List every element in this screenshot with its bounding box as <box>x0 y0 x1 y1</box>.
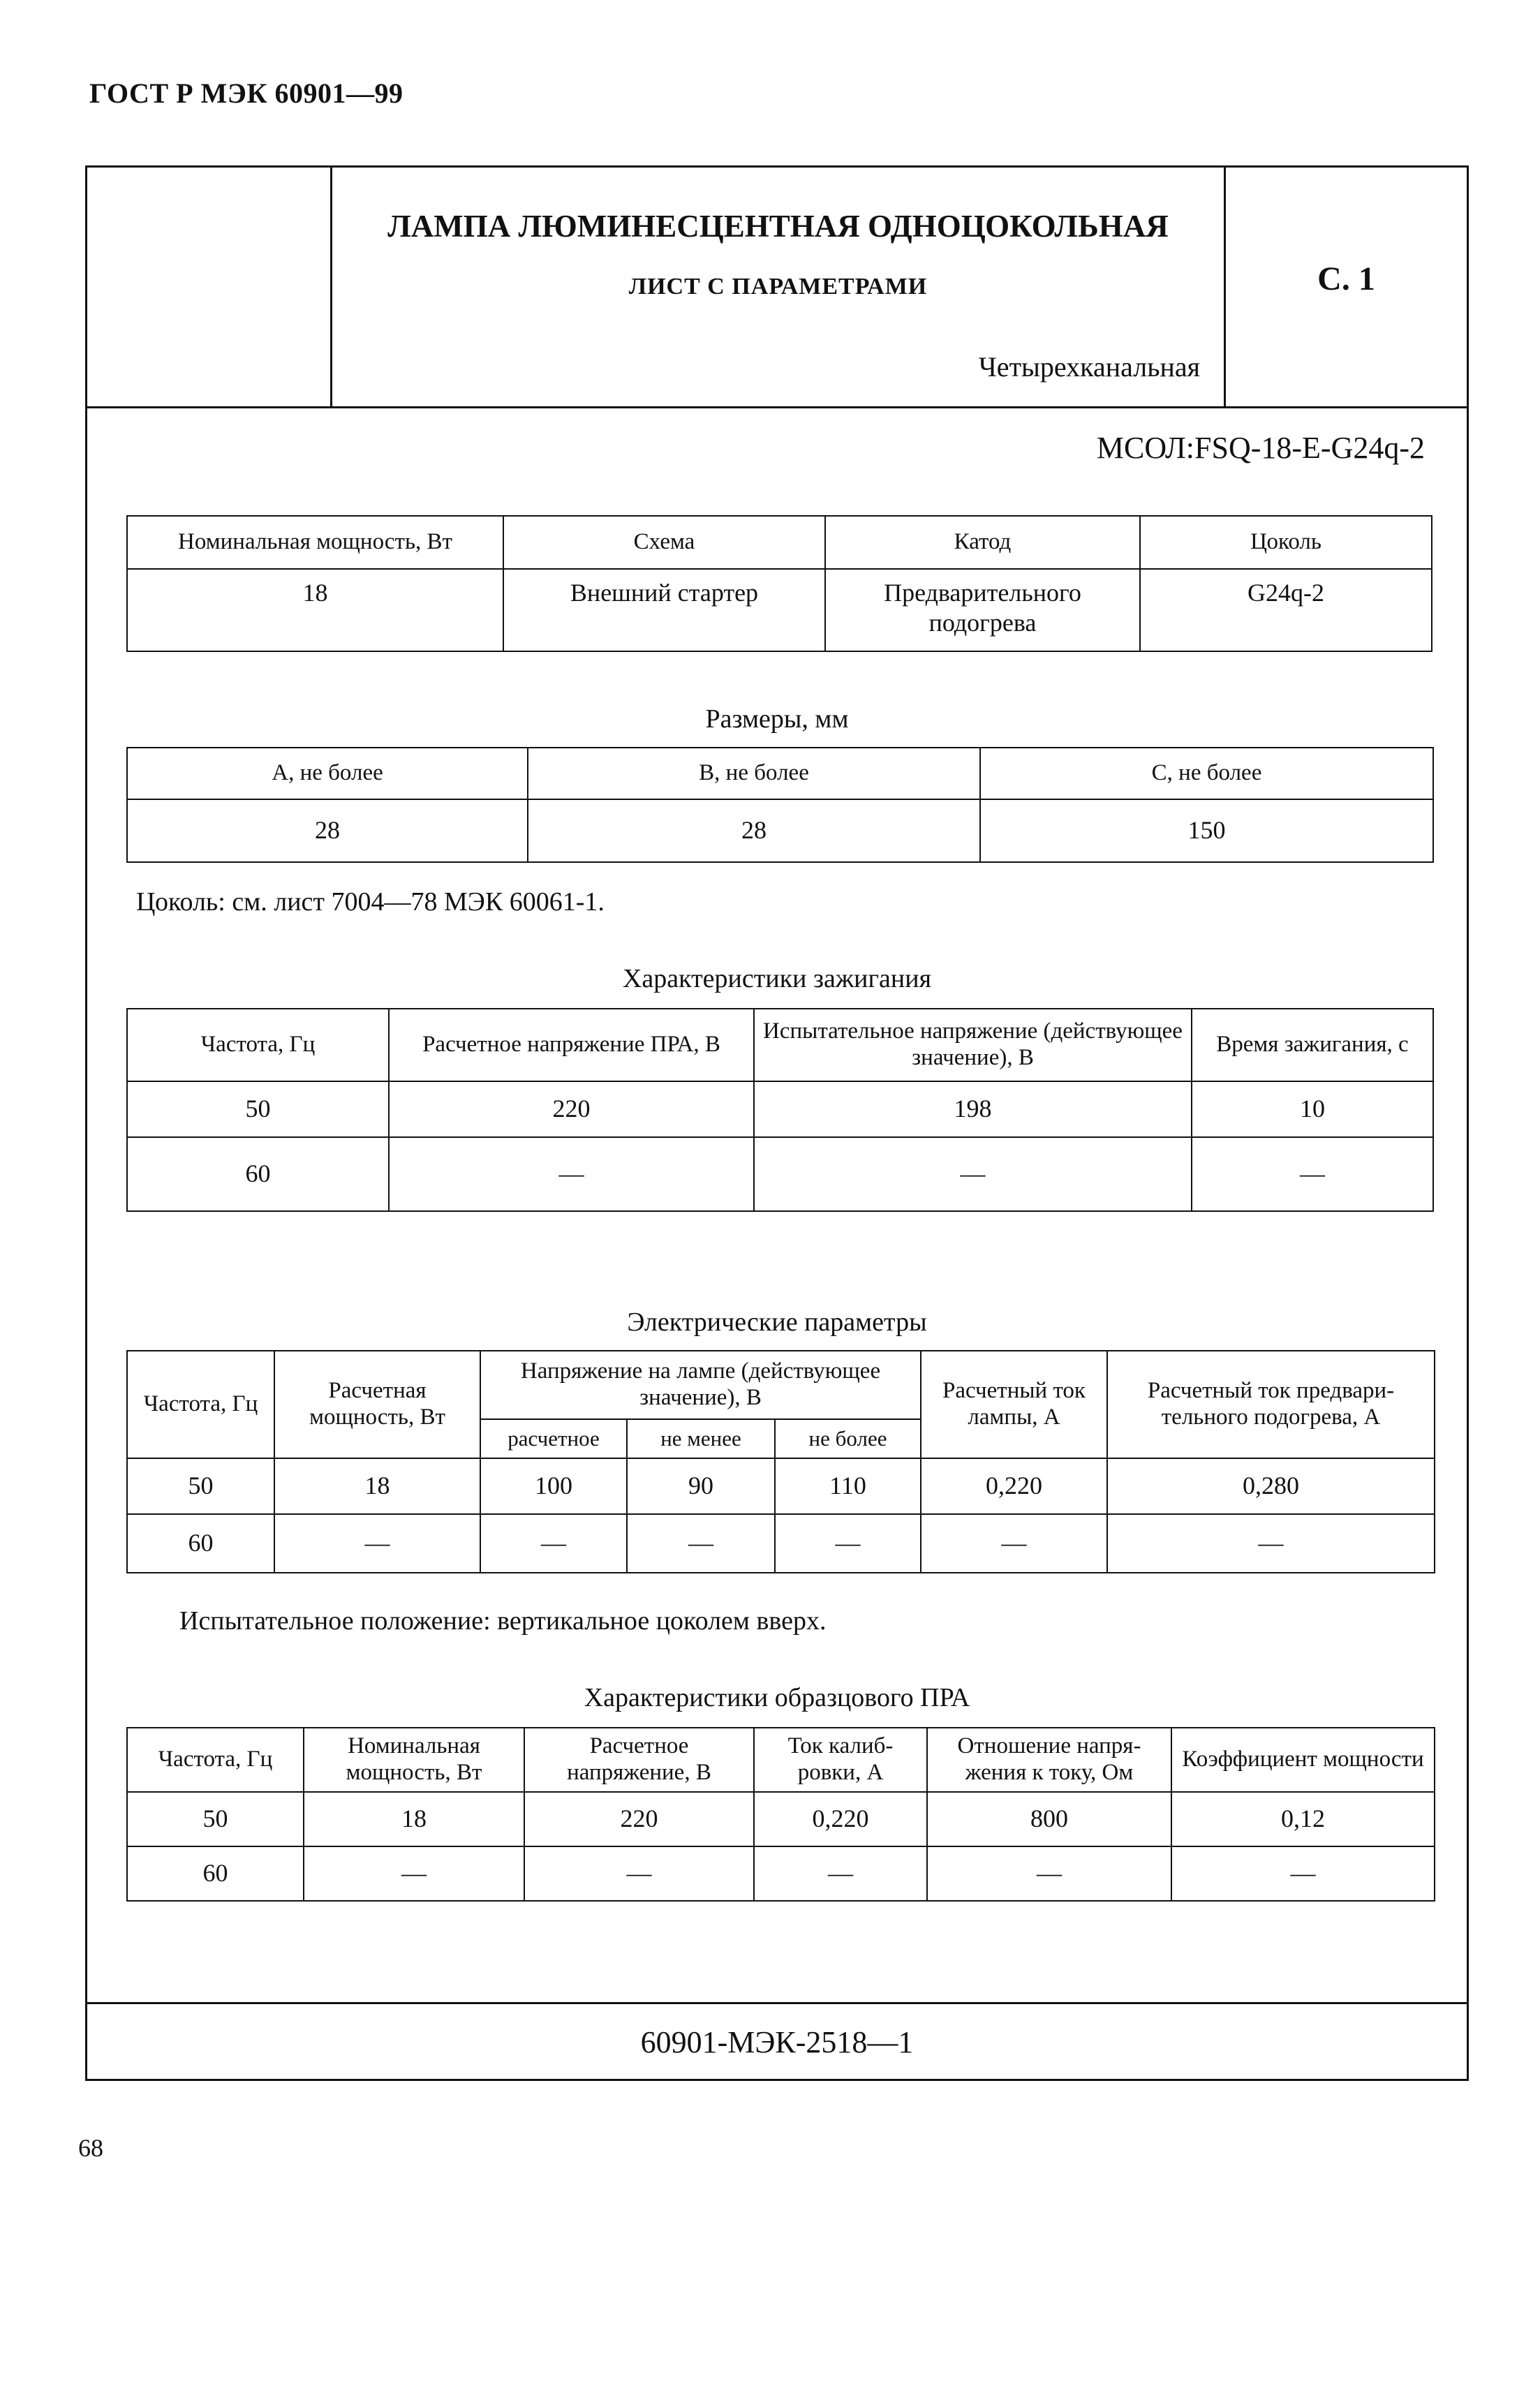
lamp-type: Четырехканальная <box>978 351 1200 383</box>
ballast-cell: — <box>754 1846 927 1901</box>
ballast-header-voltage: Расчетное напряжение, В <box>524 1728 754 1792</box>
sheet-subtitle: ЛИСТ С ПАРАМЕТРАМИ <box>628 274 928 299</box>
table-row <box>127 1792 1435 1846</box>
dimensions-caption: Размеры, мм <box>705 704 849 734</box>
electrical-header-power: Расчетная мощность, Вт <box>274 1351 480 1458</box>
ignition-caption: Характеристики зажигания <box>622 964 932 993</box>
electrical-header-voltage: Напряжение на лампе (действующее значение), В <box>480 1351 921 1419</box>
electrical-cell: 0,220 <box>921 1458 1107 1514</box>
general-header-power: Номинальная мощность, Вт <box>127 516 503 569</box>
ignition-header-ballast-voltage: Расчетное напряжение ПРА, В <box>389 1009 754 1081</box>
ignition-cell: 198 <box>754 1081 1192 1137</box>
ignition-cell: 10 <box>1192 1081 1433 1137</box>
base-note: Цоколь: см. лист 7004—78 МЭК 60061-1. <box>136 887 605 917</box>
table-row <box>127 1137 1433 1211</box>
electrical-cell: — <box>775 1514 921 1573</box>
title-block-right-cell <box>1226 168 1467 406</box>
ignition-table <box>126 1008 1434 1212</box>
page-number: 68 <box>78 2134 103 2162</box>
ignition-cell: 50 <box>127 1081 389 1137</box>
ballast-cell: 50 <box>127 1792 304 1846</box>
ignition-header-frequency: Частота, Гц <box>127 1009 389 1081</box>
ballast-header-power-factor: Коэффициент мощности <box>1171 1728 1435 1792</box>
table-row <box>127 1081 1433 1137</box>
ballast-cell: 0,220 <box>754 1792 927 1846</box>
table-row <box>127 1846 1435 1901</box>
electrical-cell: 90 <box>627 1458 775 1514</box>
dimensions-cell-a: 28 <box>127 799 528 862</box>
ignition-header-test-voltage: Испытательное напряжение (действующее значение), В <box>754 1009 1192 1081</box>
ignition-cell: 60 <box>127 1137 389 1211</box>
dimensions-cell-c: 150 <box>980 799 1433 862</box>
electrical-caption: Электрические параметры <box>627 1307 927 1337</box>
ballast-cell: — <box>524 1846 754 1901</box>
footer-divider <box>87 2002 1467 2004</box>
electrical-cell: — <box>921 1514 1107 1573</box>
ballast-cell: 0,12 <box>1171 1792 1435 1846</box>
ballast-cell: — <box>1171 1846 1435 1901</box>
electrical-header-frequency: Частота, Гц <box>127 1351 274 1458</box>
general-table <box>126 515 1432 652</box>
general-header-circuit: Схема <box>503 516 825 569</box>
general-header-base: Цоколь <box>1140 516 1432 569</box>
electrical-cell: 0,280 <box>1107 1458 1435 1514</box>
electrical-subheader-max: не более <box>775 1419 921 1458</box>
ballast-cell: 60 <box>127 1846 304 1901</box>
general-cell-base: G24q-2 <box>1140 569 1432 651</box>
general-cell-cathode: Предварительного подогрева <box>825 569 1140 651</box>
table-row <box>127 1514 1435 1573</box>
electrical-header-current: Расчетный ток лампы, А <box>921 1351 1107 1458</box>
general-header-cathode: Катод <box>825 516 1140 569</box>
ballast-header-ratio: Отношение напря-жения к току, Ом <box>927 1728 1171 1792</box>
electrical-subheader-min: не менее <box>627 1419 775 1458</box>
ballast-cell: — <box>304 1846 524 1901</box>
ballast-header-frequency: Частота, Гц <box>127 1728 304 1792</box>
electrical-cell: 18 <box>274 1458 480 1514</box>
title-block-center-cell <box>332 168 1226 406</box>
ignition-cell: — <box>389 1137 754 1211</box>
dimensions-cell-b: 28 <box>528 799 980 862</box>
sheet-code: 60901-МЭК-2518—1 <box>640 2025 914 2059</box>
electrical-table <box>126 1350 1435 1573</box>
electrical-cell: 110 <box>775 1458 921 1514</box>
dimensions-header-c: C, не более <box>980 748 1433 799</box>
test-position-note: Испытательное положение: вертикальное цоколем вверх. <box>179 1606 827 1636</box>
electrical-cell: 60 <box>127 1514 274 1573</box>
title-block <box>87 168 1467 408</box>
electrical-cell: — <box>480 1514 627 1573</box>
ignition-cell: 220 <box>389 1081 754 1137</box>
table-row <box>127 1458 1435 1514</box>
ballast-cell: 800 <box>927 1792 1171 1846</box>
sheet-page-label: С. 1 <box>1317 260 1375 297</box>
dimensions-table <box>126 747 1434 863</box>
dimensions-header-b: B, не более <box>528 748 980 799</box>
electrical-cell: 100 <box>480 1458 627 1514</box>
reference-ballast-caption: Характеристики образцового ПРА <box>584 1683 970 1712</box>
lamp-designation: МСОЛ:FSQ-18-E-G24q-2 <box>1096 431 1425 465</box>
ignition-cell: — <box>754 1137 1192 1211</box>
data-sheet-frame <box>85 165 1469 2081</box>
electrical-cell: — <box>627 1514 775 1573</box>
ignition-cell: — <box>1192 1137 1433 1211</box>
ballast-cell: 220 <box>524 1792 754 1846</box>
dimensions-header-a: A, не более <box>127 748 528 799</box>
general-cell-power: 18 <box>127 569 503 651</box>
electrical-cell: 50 <box>127 1458 274 1514</box>
reference-ballast-table <box>126 1727 1435 1902</box>
ballast-cell: 18 <box>304 1792 524 1846</box>
title-block-left-cell <box>87 168 332 406</box>
electrical-cell: — <box>274 1514 480 1573</box>
electrical-subheader-rated: расчетное <box>480 1419 627 1458</box>
ballast-header-current: Ток калиб-ровки, А <box>754 1728 927 1792</box>
ignition-header-time: Время зажигания, с <box>1192 1009 1433 1081</box>
ballast-header-power: Номинальная мощность, Вт <box>304 1728 524 1792</box>
ballast-cell: — <box>927 1846 1171 1901</box>
electrical-header-preheat: Расчетный ток предвари-тельного подогрева, А <box>1107 1351 1435 1458</box>
general-cell-circuit: Внешний стартер <box>503 569 825 651</box>
document-header: ГОСТ Р МЭК 60901—99 <box>89 77 403 109</box>
sheet-title: ЛАМПА ЛЮМИНЕСЦЕНТНАЯ ОДНОЦОКОЛЬНАЯ <box>387 209 1169 244</box>
electrical-cell: — <box>1107 1514 1435 1573</box>
